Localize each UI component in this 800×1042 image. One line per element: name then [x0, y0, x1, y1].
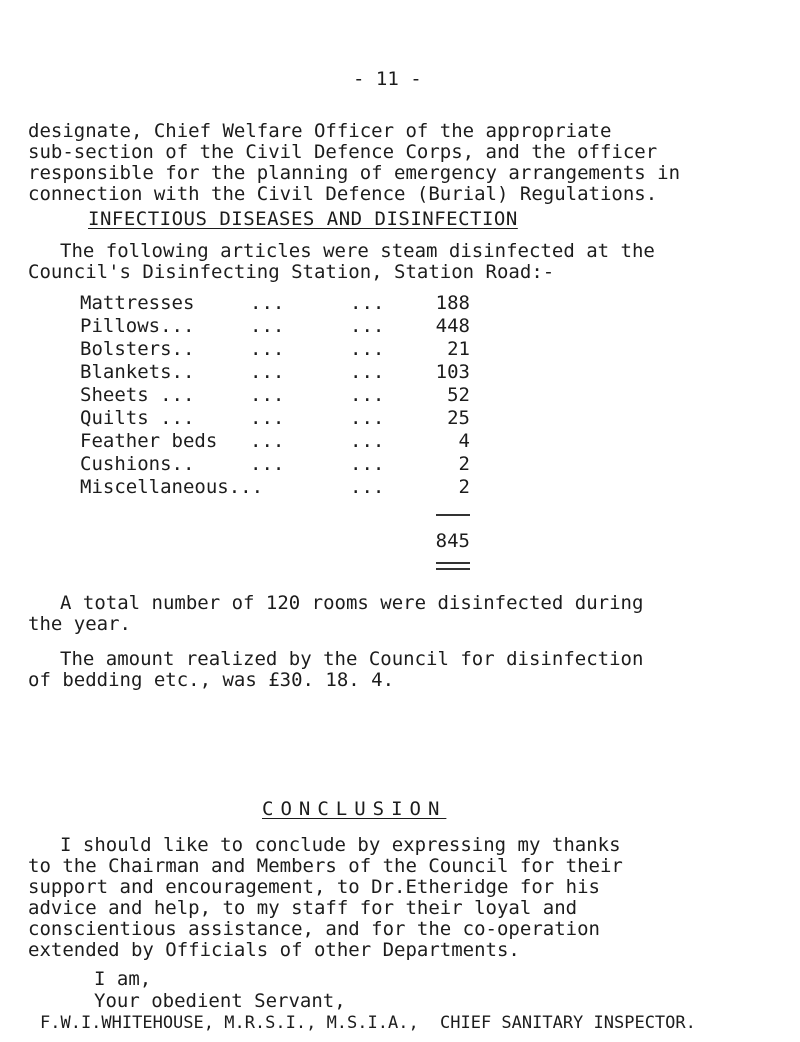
article-count: 52: [447, 384, 470, 406]
article-count: 103: [435, 361, 470, 383]
article-count: 188: [435, 292, 470, 314]
article-count: 2: [458, 476, 470, 498]
closing: I am,: [94, 968, 152, 990]
amount-line: The amount realized by the Council for disinfection: [60, 648, 644, 670]
leader-dots: ...: [250, 384, 285, 406]
article-row: [80, 361, 600, 384]
article-row: [80, 476, 600, 499]
article-row: [80, 338, 600, 361]
leader-dots: ...: [350, 430, 385, 452]
article-count: 2: [458, 453, 470, 475]
article-row: [80, 315, 600, 338]
article-row: [80, 407, 600, 430]
signatory-title: CHIEF SANITARY INSPECTOR.: [440, 1013, 696, 1033]
leader-dots: ...: [350, 384, 385, 406]
leader-dots: ...: [250, 361, 285, 383]
article-label: Quilts ...: [80, 407, 195, 429]
article-label: Miscellaneous...: [80, 476, 264, 498]
leader-dots: ...: [350, 292, 385, 314]
article-label: Sheets ...: [80, 384, 195, 406]
leader-dots: ...: [250, 407, 285, 429]
article-label: Cushions..: [80, 453, 195, 475]
article-row: [80, 292, 600, 315]
article-count: 25: [447, 407, 470, 429]
total-rule: [436, 514, 470, 516]
article-count: 21: [447, 338, 470, 360]
leader-dots: ...: [350, 407, 385, 429]
amount-line: of bedding etc., was £30. 18. 4.: [28, 669, 395, 691]
article-count: 448: [435, 315, 470, 337]
article-row: [80, 384, 600, 407]
conclusion-line: advice and help, to my staff for their loyal and: [28, 897, 578, 919]
leader-dots: ...: [350, 315, 385, 337]
article-count: 4: [458, 430, 470, 452]
leader-dots: ...: [350, 453, 385, 475]
conclusion-line: I should like to conclude by expressing my thanks: [60, 834, 621, 856]
article-label: Feather beds: [80, 430, 218, 452]
valediction: Your obedient Servant,: [94, 990, 346, 1012]
article-row: [80, 453, 600, 476]
leader-dots: ...: [250, 453, 285, 475]
leader-dots: ...: [250, 430, 285, 452]
conclusion-line: conscientious assistance, and for the co-operation: [28, 918, 600, 940]
leader-dots: ...: [350, 338, 385, 360]
disinfection-intro-line: Council's Disinfecting Station, Station Road:-: [28, 261, 555, 283]
intro-line: designate, Chief Welfare Officer of the appropriate: [28, 120, 612, 142]
article-label: Bolsters..: [80, 338, 195, 360]
leader-dots: ...: [250, 315, 285, 337]
article-label: Pillows...: [80, 315, 195, 337]
articles-list: [80, 292, 600, 499]
intro-line: responsible for the planning of emergency arrangements in: [28, 162, 681, 184]
rooms-line: the year.: [28, 613, 131, 635]
section-heading: INFECTIOUS DISEASES AND DISINFECTION: [88, 208, 518, 230]
rooms-line: A total number of 120 rooms were disinfected during: [60, 592, 644, 614]
article-row: [80, 430, 600, 453]
articles-total: 845: [435, 530, 470, 552]
conclusion-heading: CONCLUSION: [262, 798, 447, 820]
page-number: - 11 -: [353, 68, 422, 90]
article-label: Blankets..: [80, 361, 195, 383]
intro-line: connection with the Civil Defence (Burial) Regulations.: [28, 183, 658, 205]
double-rule: [436, 562, 470, 570]
conclusion-line: to the Chairman and Members of the Council for their: [28, 855, 623, 877]
leader-dots: ...: [350, 476, 385, 498]
article-label: Mattresses: [80, 292, 195, 314]
disinfection-intro-line: The following articles were steam disinfected at the: [60, 240, 655, 262]
leader-dots: ...: [250, 292, 285, 314]
intro-line: sub-section of the Civil Defence Corps, and the officer: [28, 141, 658, 163]
conclusion-line: support and encouragement, to Dr.Etheridge for his: [28, 876, 600, 898]
leader-dots: ...: [350, 361, 385, 383]
signatory: F.W.I.WHITEHOUSE, M.R.S.I., M.S.I.A.,: [40, 1013, 419, 1033]
conclusion-line: extended by Officials of other Departments.: [28, 939, 520, 961]
leader-dots: ...: [250, 338, 285, 360]
